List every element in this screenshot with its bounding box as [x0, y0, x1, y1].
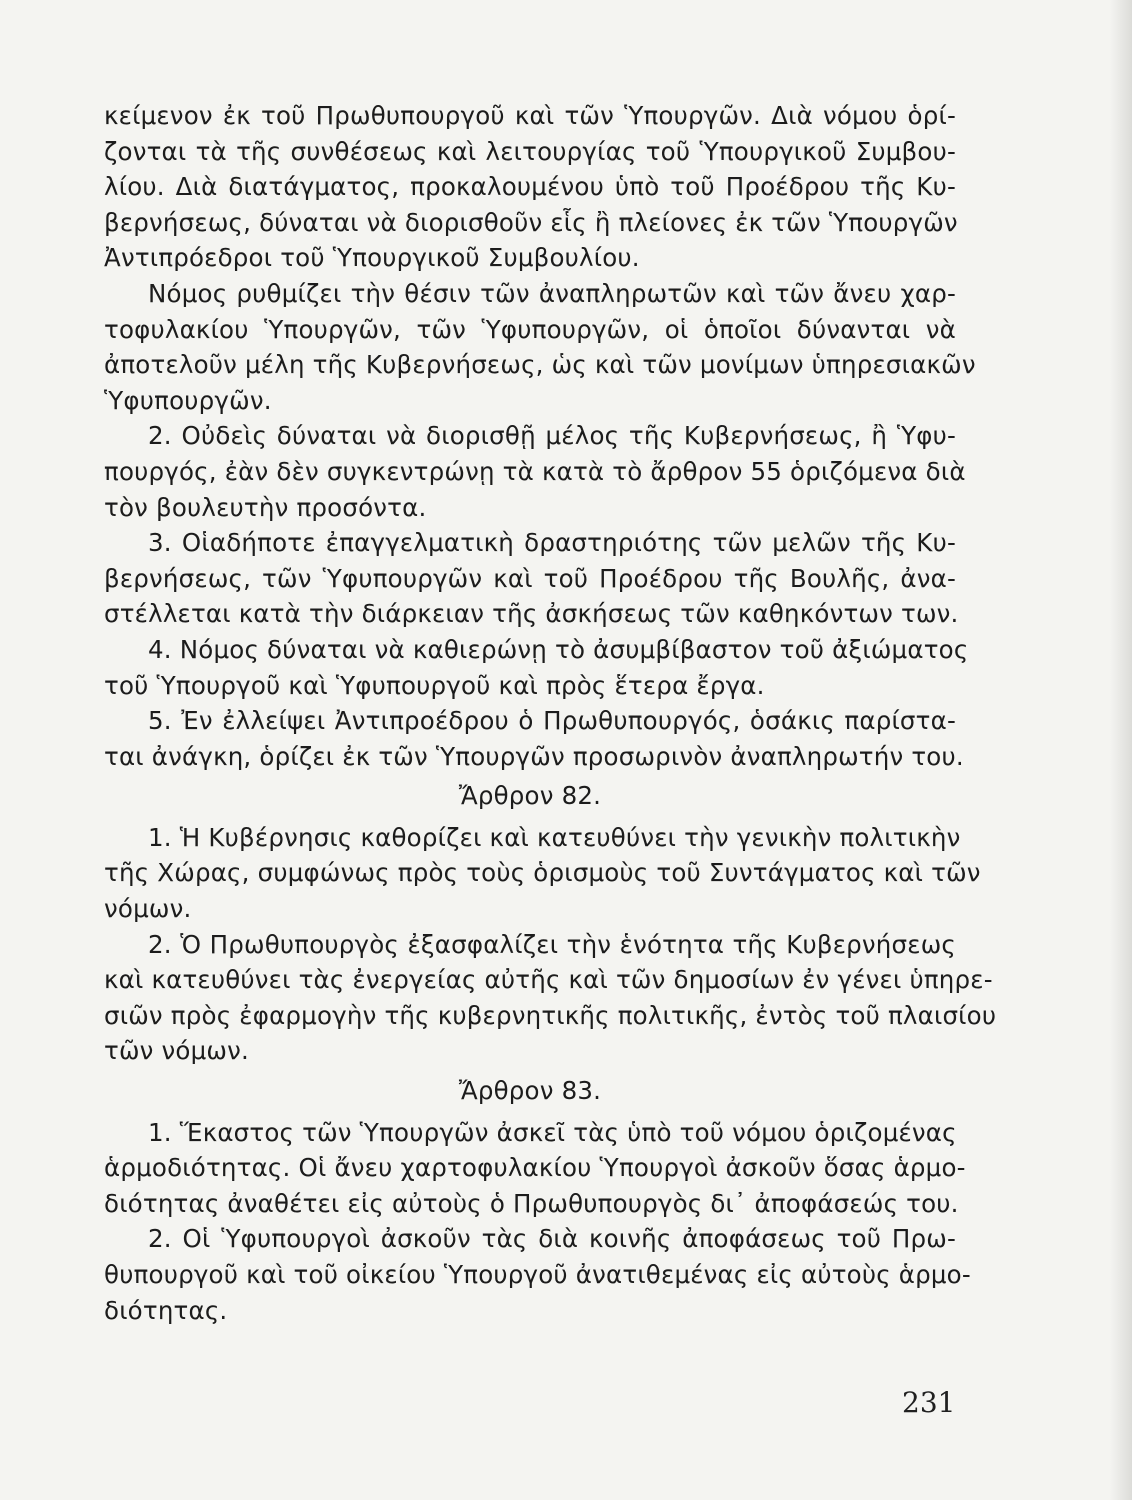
- text-line: 2. Οὐδεὶς δύναται νὰ διορισθῇ μέλος τῆς Κυβερνήσεως, ἢ Ὑφυ-: [148, 421, 956, 451]
- text-line: 1. Ἕκαστος τῶν Ὑπουργῶν ἀσκεῖ τὰς ὑπὸ τοῦ νόμου ὁριζομένας: [148, 1117, 957, 1147]
- text-line: τοῦ Ὑπουργοῦ καὶ Ὑφυπουργοῦ καὶ πρὸς ἕτερα ἔργα.: [104, 670, 765, 700]
- text-line: διότητας.: [104, 1295, 228, 1325]
- text-line: 3. Οἱαδήποτε ἐπαγγελματικὴ δραστηριότης τῶν μελῶν τῆς Κυ-: [148, 528, 956, 558]
- paragraph-81-deputies: [104, 276, 976, 418]
- text-line: τὸν βουλευτὴν προσόντα.: [104, 492, 427, 522]
- paragraph-82-2: [104, 927, 997, 1069]
- text-line: Νόμος ρυθμίζει τὴν θέσιν τῶν ἀναπληρωτῶν καὶ τῶν ἄνευ χαρ-: [148, 278, 956, 308]
- text-line: 5. Ἐν ἐλλείψει Ἀντιπροέδρου ὁ Πρωθυπουργός, ὁσάκις παρίστα-: [148, 706, 956, 736]
- text-line: τοφυλακίου Ὑπουργῶν, τῶν Ὑφυπουργῶν, οἱ ὁποῖοι δύνανται νὰ: [104, 314, 956, 344]
- text-line: τῶν νόμων.: [104, 1036, 249, 1066]
- text-line: βερνήσεως, τῶν Ὑφυπουργῶν καὶ τοῦ Προέδρου τῆς Βουλῆς, ἀνα-: [104, 563, 956, 593]
- paragraph-81-5: [104, 703, 964, 774]
- text-line: νόμων.: [104, 894, 192, 924]
- page-body: [104, 98, 997, 1328]
- text-line: στέλλεται κατὰ τὴν διάρκειαν τῆς ἀσκήσεως τῶν καθηκόντων των.: [104, 599, 959, 629]
- article-82-heading: Ἄρθρον 82.: [458, 781, 602, 811]
- paragraph-83-2: [104, 1221, 971, 1328]
- text-line: Ἀντιπρόεδροι τοῦ Ὑπουργικοῦ Συμβουλίου.: [104, 243, 640, 273]
- text-line: πουργός, ἐὰν δὲν συγκεντρώνῃ τὰ κατὰ τὸ ἄρθρον 55 ὁριζόμενα διὰ: [104, 456, 966, 486]
- paragraph-82-1: [104, 820, 981, 927]
- text-line: λίου. Διὰ διατάγματος, προκαλουμένου ὑπὸ τοῦ Προέδρου τῆς Κυ-: [104, 172, 956, 202]
- text-line: 1. Ἡ Κυβέρνησις καθορίζει καὶ κατευθύνει τὴν γενικὴν πολιτικὴν: [148, 822, 961, 852]
- text-line: ζονται τὰ τῆς συνθέσεως καὶ λειτουργίας τοῦ Ὑπουργικοῦ Συμβου-: [104, 136, 956, 166]
- text-line: σιῶν πρὸς ἐφαρμογὴν τῆς κυβερνητικῆς πολιτικῆς, ἐντὸς τοῦ πλαισίου: [104, 1000, 997, 1030]
- paragraph-83-1: [104, 1115, 966, 1222]
- text-line: τῆς Χώρας, συμφώνως πρὸς τοὺς ὁρισμοὺς τοῦ Συντάγματος καὶ τῶν: [104, 858, 981, 888]
- page-edge-shadow: [1110, 0, 1132, 1500]
- paragraph-81-4: [104, 632, 969, 703]
- text-line: διότητας ἀναθέτει εἰς αὐτοὺς ὁ Πρωθυπουργὸς δι᾽ ἀποφάσεώς του.: [104, 1188, 959, 1218]
- text-line: θυπουργοῦ καὶ τοῦ οἰκείου Ὑπουργοῦ ἀνατιθεμένας εἰς αὐτοὺς ἁρμο-: [104, 1260, 971, 1289]
- paragraph-81-continuation: [104, 98, 956, 276]
- paragraph-81-2: [104, 418, 966, 525]
- text-line: ἀποτελοῦν μέλη τῆς Κυβερνήσεως, ὡς καὶ τῶν μονίμων ὑπηρεσιακῶν: [104, 350, 976, 380]
- text-line: ται ἀνάγκη, ὁρίζει ἐκ τῶν Ὑπουργῶν προσωρινὸν ἀναπληρωτήν του.: [104, 741, 964, 771]
- page-number: 231: [902, 1386, 956, 1419]
- text-line: κείμενον ἐκ τοῦ Πρωθυπουργοῦ καὶ τῶν Ὑπουργῶν. Διὰ νόμου ὁρί-: [104, 101, 956, 130]
- paragraph-81-3: [104, 525, 959, 632]
- text-line: ἁρμοδιότητας. Οἱ ἄνευ χαρτοφυλακίου Ὑπουργοὶ ἀσκοῦν ὅσας ἁρμο-: [104, 1153, 966, 1183]
- text-line: Ὑφυπουργῶν.: [104, 385, 272, 415]
- text-line: βερνήσεως, δύναται νὰ διορισθοῦν εἷς ἢ πλείονες ἐκ τῶν Ὑπουργῶν: [104, 207, 958, 237]
- text-line: 4. Νόμος δύναται νὰ καθιερώνῃ τὸ ἀσυμβίβαστον τοῦ ἀξιώματος: [148, 634, 969, 664]
- article-83-heading: Ἄρθρον 83.: [458, 1076, 602, 1106]
- text-line: 2. Οἱ Ὑφυπουργοὶ ἀσκοῦν τὰς διὰ κοινῆς ἀποφάσεως τοῦ Πρω-: [148, 1224, 956, 1254]
- text-line: 2. Ὁ Πρωθυπουργὸς ἐξασφαλίζει τὴν ἑνότητα τῆς Κυβερνήσεως: [148, 929, 956, 959]
- text-line: καὶ κατευθύνει τὰς ἐνεργείας αὐτῆς καὶ τῶν δημοσίων ἐν γένει ὑπηρε-: [104, 965, 993, 995]
